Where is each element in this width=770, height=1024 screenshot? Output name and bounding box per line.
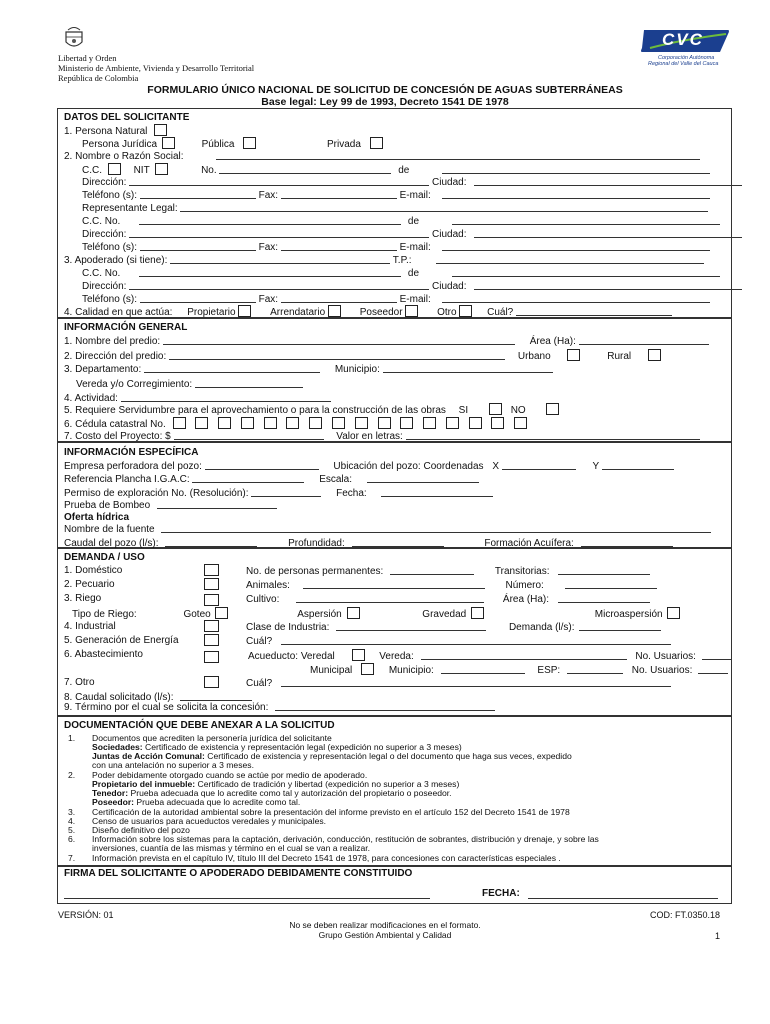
cedula-digit-box[interactable] xyxy=(514,417,527,429)
servidumbre-label: 5. Requiere Servidumbre para el aprovechamiento o para la construcción de las obras xyxy=(64,405,446,416)
bombeo-label: Prueba de Bombeo xyxy=(64,500,151,511)
de-label: de xyxy=(398,165,410,176)
profundidad-field[interactable] xyxy=(352,537,444,547)
plancha-field[interactable] xyxy=(192,473,304,483)
numero-field[interactable] xyxy=(565,579,657,589)
nombre-label: 2. Nombre o Razón Social: xyxy=(64,151,184,162)
doc-item-6b: inversiones, cuantía de las mismas y término en el cual se van a realizar. xyxy=(92,843,370,853)
rep-ciudad-field[interactable] xyxy=(474,228,742,238)
rep-direccion-field[interactable] xyxy=(129,228,429,238)
fax-label: Fax: xyxy=(258,190,279,201)
fuente-field[interactable] xyxy=(161,523,711,533)
doc-item-2c-bold: Poseedor: xyxy=(92,797,135,807)
no-usuarios-2-field[interactable] xyxy=(698,664,728,674)
arrendatario-checkbox[interactable] xyxy=(328,305,341,317)
valor-letras-label: Valor en letras: xyxy=(336,431,403,442)
animales-label: Animales: xyxy=(246,580,290,591)
cedula-digit-box[interactable] xyxy=(286,417,299,429)
email-field[interactable] xyxy=(442,189,710,199)
cvc-subtitle-1: Corporación Autónoma xyxy=(658,55,715,61)
cedula-boxes[interactable] xyxy=(173,419,528,430)
rep-direccion-label: Dirección: xyxy=(82,229,127,240)
costo-field[interactable] xyxy=(174,430,324,440)
gov-line-2: Ministerio de Ambiente, Vivienda y Desarrollo Territorial xyxy=(58,63,255,73)
vereda-label: Vereda: xyxy=(379,651,414,662)
cedula-digit-box[interactable] xyxy=(332,417,345,429)
no-label: No. xyxy=(201,165,217,176)
municipio-field[interactable] xyxy=(383,363,553,373)
industrial-label: 4. Industrial xyxy=(64,621,116,632)
urbano-checkbox[interactable] xyxy=(567,349,580,361)
poseedor-checkbox[interactable] xyxy=(405,305,418,317)
rep-cc-city-field[interactable] xyxy=(452,215,720,225)
acueducto-label: Acueducto: Veredal xyxy=(248,651,335,662)
urbano-label: Urbano xyxy=(517,351,551,362)
termino-field[interactable] xyxy=(275,701,495,711)
cedula-digit-box[interactable] xyxy=(241,417,254,429)
apo-cc-field[interactable] xyxy=(139,267,401,277)
persona-juridica-label: Persona Jurídica xyxy=(82,139,158,150)
id-city-field[interactable] xyxy=(442,164,710,174)
apo-telefono-field[interactable] xyxy=(140,293,256,303)
microaspersion-label: Microaspersión xyxy=(594,609,663,620)
permiso-fecha-field[interactable] xyxy=(381,487,493,497)
predio-field[interactable] xyxy=(163,335,515,345)
apoderado-field[interactable] xyxy=(170,254,390,264)
representante-label: Representante Legal: xyxy=(82,203,178,214)
cual-label: Cuál? xyxy=(487,307,514,318)
tp-field[interactable] xyxy=(436,254,704,264)
municipal-label: Municipal xyxy=(310,665,353,676)
ciudad-label: Ciudad: xyxy=(432,177,467,188)
representante-field[interactable] xyxy=(180,202,708,212)
domestico-checkbox[interactable] xyxy=(204,564,219,576)
microaspersion-checkbox[interactable] xyxy=(667,607,680,619)
vereda-label: Vereda y/o Corregimiento: xyxy=(76,379,193,390)
doc-item-3: Certificación de la autoridad ambiental sobre la presentación del informe previsto en el artículo 152 del Decreto 1541 de 1978 xyxy=(92,807,570,817)
cedula-label: 6. Cédula catastral No. xyxy=(64,419,166,430)
section-heading: DEMANDA / USO xyxy=(64,552,145,563)
riego-label: 3. Riego xyxy=(64,593,102,604)
permiso-label: Permiso de exploración No. (Resolución): xyxy=(64,488,249,499)
doc-number: 2. xyxy=(68,770,76,780)
cvc-subtitle-2: Regional del Valle del Cauca xyxy=(648,61,719,67)
no-checkbox[interactable] xyxy=(546,403,559,415)
apo-fax-label: Fax: xyxy=(258,294,279,305)
ubicacion-label: Ubicación del pozo: Coordenadas xyxy=(333,461,484,472)
area-label: Área (Ha): xyxy=(529,336,576,347)
signature-line[interactable] xyxy=(64,889,430,899)
gravedad-checkbox[interactable] xyxy=(471,607,484,619)
empresa-field[interactable] xyxy=(205,460,319,470)
doc-item-2a-text: Certificado de tradición y libertad (expedición no superior a 3 meses) xyxy=(195,779,460,789)
nit-label: NIT xyxy=(133,165,150,176)
doc-item-1a-text: Certificado de existencia y representación legal (expedición no superior a 3 meses) xyxy=(142,742,462,752)
calidad-label: 4. Calidad en que actúa: xyxy=(64,307,173,318)
escala-field[interactable] xyxy=(367,473,479,483)
section-documentacion xyxy=(57,716,732,866)
municipio-label: Municipio: xyxy=(334,364,380,375)
coord-x-field[interactable] xyxy=(502,460,576,470)
permiso-field[interactable] xyxy=(251,487,321,497)
otro-cual-label: Cuál? xyxy=(246,678,273,689)
nombre-field[interactable] xyxy=(216,150,700,160)
goteo-label: Goteo xyxy=(183,609,211,620)
riego-checkbox[interactable] xyxy=(204,594,219,606)
rep-telefono-field[interactable] xyxy=(140,241,256,251)
cedula-digit-box[interactable] xyxy=(423,417,436,429)
apo-fax-field[interactable] xyxy=(281,293,397,303)
email-label: E-mail: xyxy=(399,190,431,201)
doc-item-1b-text: Certificado de existencia y representación legal o del documento que haga sus veces, expedido xyxy=(204,751,572,761)
clase-industria-field[interactable] xyxy=(336,621,486,631)
section-heading: INFORMACIÓN ESPECÍFICA xyxy=(64,447,199,458)
persona-natural-checkbox[interactable] xyxy=(154,124,167,136)
oferta-label: Oferta hídrica xyxy=(64,512,130,523)
doc-item-2c-text: Prueba adecuada que lo acredite como tal. xyxy=(134,797,301,807)
rep-fax-label: Fax: xyxy=(258,242,279,253)
caudal-pozo-field[interactable] xyxy=(165,537,257,547)
publica-checkbox[interactable] xyxy=(243,137,256,149)
demanda-ls-field[interactable] xyxy=(579,621,661,631)
cual-field[interactable] xyxy=(516,306,672,316)
escala-label: Escala: xyxy=(319,474,352,485)
section-demanda xyxy=(57,548,732,716)
generacion-cual-label: Cuál? xyxy=(246,636,273,647)
apo-ciudad-field[interactable] xyxy=(474,280,742,290)
domestico-label: 1. Doméstico xyxy=(64,565,123,576)
id-number-field[interactable] xyxy=(219,164,391,174)
section-especifica xyxy=(57,442,732,548)
doc-item-1a-bold: Sociedades: xyxy=(92,742,143,752)
cedula-digit-box[interactable] xyxy=(195,417,208,429)
dem-municipio-label: Municipio: xyxy=(388,665,434,676)
doc-item-1: Documentos que acrediten la personería jurídica del solicitante xyxy=(92,733,332,743)
transitorias-label: Transitorias: xyxy=(494,566,550,577)
aspersion-label: Aspersión xyxy=(297,609,342,620)
rep-ciudad-label: Ciudad: xyxy=(432,229,467,240)
apo-cc-label: C.C. No. xyxy=(82,268,121,279)
costo-label: 7. Costo del Proyecto: $ xyxy=(64,431,171,442)
caudal-pozo-label: Caudal del pozo (l/s): xyxy=(64,538,159,549)
otro-uso-checkbox[interactable] xyxy=(204,676,219,688)
apo-email-label: E-mail: xyxy=(399,294,431,305)
cedula-digit-box[interactable] xyxy=(218,417,231,429)
cvc-logo xyxy=(640,26,732,66)
predio-label: 1. Nombre del predio: xyxy=(64,336,161,347)
privada-label: Privada xyxy=(326,139,361,150)
generacion-cual-field[interactable] xyxy=(281,635,671,645)
gravedad-label: Gravedad xyxy=(422,609,467,620)
fax-field[interactable] xyxy=(281,189,397,199)
ciudad-field[interactable] xyxy=(474,176,742,186)
rep-telefono-label: Teléfono (s): xyxy=(82,242,138,253)
form-title: FORMULARIO ÚNICO NACIONAL DE SOLICITUD DE CONCESIÓN DE AGUAS SUBTERRÁNEAS xyxy=(147,84,623,96)
municipal-checkbox[interactable] xyxy=(361,663,374,675)
section-heading: DATOS DEL SOLICITANTE xyxy=(64,112,190,123)
aspersion-checkbox[interactable] xyxy=(347,607,360,619)
section-heading: INFORMACIÓN GENERAL xyxy=(64,322,188,333)
section-heading: FIRMA DEL SOLICITANTE O APODERADO DEBIDAMENTE CONSTITUIDO xyxy=(64,868,413,879)
rep-cc-field[interactable] xyxy=(139,215,401,225)
code-label: COD: FT.0350.18 xyxy=(649,910,720,920)
cedula-digit-box[interactable] xyxy=(264,417,277,429)
doc-number: 5. xyxy=(68,825,76,835)
persona-juridica-checkbox[interactable] xyxy=(162,137,175,149)
direccion-predio-field[interactable] xyxy=(169,350,505,360)
form-subtitle: Base legal: Ley 99 de 1993, Decreto 1541 DE 1978 xyxy=(261,96,509,108)
actividad-field[interactable] xyxy=(121,392,331,402)
riego-area-label: Área (Ha): xyxy=(502,594,550,605)
apo-email-field[interactable] xyxy=(442,293,710,303)
x-label: X xyxy=(492,461,499,472)
clase-industria-label: Clase de Industria: xyxy=(246,622,330,633)
apo-direccion-field[interactable] xyxy=(129,280,429,290)
propietario-label: Propietario xyxy=(187,307,236,318)
apo-direccion-label: Dirección: xyxy=(82,281,127,292)
transitorias-field[interactable] xyxy=(558,565,650,575)
cedula-digit-box[interactable] xyxy=(309,417,322,429)
animales-field[interactable] xyxy=(303,579,485,589)
pecuario-label: 2. Pecuario xyxy=(64,579,115,590)
doc-number: 3. xyxy=(68,807,76,817)
section-solicitante xyxy=(57,108,732,318)
no-usuarios-field[interactable] xyxy=(702,650,732,660)
demanda-ls-label: Demanda (l/s): xyxy=(508,622,575,633)
doc-item-2c xyxy=(92,797,300,807)
firma-fecha-label: FECHA: xyxy=(482,888,520,899)
footer-note-1: No se deben realizar modificaciones en el formato. xyxy=(289,920,481,930)
si-checkbox[interactable] xyxy=(489,403,502,415)
publica-label: Pública xyxy=(201,139,235,150)
abastecimiento-checkbox[interactable] xyxy=(204,651,219,663)
poseedor-label: Poseedor xyxy=(359,307,403,318)
doc-item-1c: con una antelación no superior a 3 meses. xyxy=(92,760,254,770)
persona-natural-label: 1. Persona Natural xyxy=(64,126,148,137)
personas-label: No. de personas permanentes: xyxy=(246,566,384,577)
cedula-digit-box[interactable] xyxy=(446,417,459,429)
firma-fecha-field[interactable] xyxy=(528,889,718,899)
y-label: Y xyxy=(592,461,600,472)
cc-checkbox[interactable] xyxy=(108,163,121,175)
rural-label: Rural xyxy=(607,351,632,362)
apo-ciudad-label: Ciudad: xyxy=(432,281,467,292)
rep-email-label: E-mail: xyxy=(399,242,431,253)
no-usuarios-2-label: No. Usuarios: xyxy=(631,665,693,676)
doc-item-6: Información sobre los sistemas para la captación, derivación, conducción, restitución de sobrantes, distribución y drenaje, y sobre las xyxy=(92,834,599,844)
esp-field[interactable] xyxy=(567,664,623,674)
doc-number: 6. xyxy=(68,834,76,844)
cedula-digit-box[interactable] xyxy=(173,417,186,429)
doc-number: 1. xyxy=(68,733,76,743)
doc-item-1b-bold: Juntas de Acción Comunal: xyxy=(92,751,205,761)
cultivo-label: Cultivo: xyxy=(246,594,280,605)
plancha-label: Referencia Plancha I.G.A.C: xyxy=(64,474,190,485)
goteo-checkbox[interactable] xyxy=(215,607,228,619)
propietario-checkbox[interactable] xyxy=(238,305,251,317)
nit-checkbox[interactable] xyxy=(155,163,168,175)
arrendatario-label: Arrendatario xyxy=(270,307,326,318)
doc-item-2a-bold: Propietario del inmueble: xyxy=(92,779,196,789)
version-label: VERSIÓN: 01 xyxy=(58,910,114,920)
tipo-riego-label: Tipo de Riego: xyxy=(72,609,137,620)
apo-de-label: de xyxy=(407,268,420,279)
doc-item-2b-text: Prueba adecuada que lo acredite como tal y autorización del propietario o poseedor. xyxy=(128,788,452,798)
fecha-label: Fecha: xyxy=(336,488,367,499)
gov-line-1: Libertad y Orden xyxy=(58,53,117,63)
area-field[interactable] xyxy=(579,335,709,345)
doc-number: 4. xyxy=(68,816,76,826)
cedula-digit-box[interactable] xyxy=(355,417,368,429)
cultivo-field[interactable] xyxy=(296,593,484,603)
page-number: 1 xyxy=(714,931,720,941)
dem-municipio-field[interactable] xyxy=(441,664,525,674)
rep-fax-field[interactable] xyxy=(281,241,397,251)
generacion-checkbox[interactable] xyxy=(204,634,219,646)
vereda-field[interactable] xyxy=(195,378,303,388)
apo-cc-city-field[interactable] xyxy=(452,267,720,277)
cc-label: C.C. xyxy=(82,165,102,176)
direccion-predio-label: 2. Dirección del predio: xyxy=(64,351,167,362)
numero-label: Número: xyxy=(505,580,544,591)
riego-area-field[interactable] xyxy=(558,593,650,603)
otro-cual-field[interactable] xyxy=(281,677,671,687)
telefono-field[interactable] xyxy=(140,189,256,199)
esp-label: ESP: xyxy=(537,665,561,676)
doc-item-2: Poder debidamente otorgado cuando se actúe por medio de apoderado. xyxy=(92,770,368,780)
generacion-label: 5. Generación de Energía xyxy=(64,635,179,646)
section-general xyxy=(57,318,732,442)
footer-note-2: Grupo Gestión Ambiental y Calidad xyxy=(318,930,452,940)
termino-label: 9. Término por el cual se solicita la concesión: xyxy=(64,702,269,713)
cedula-digit-box[interactable] xyxy=(400,417,413,429)
otro-label: Otro xyxy=(437,307,457,318)
otro-checkbox[interactable] xyxy=(459,305,472,317)
profundidad-label: Profundidad: xyxy=(288,538,345,549)
personas-field[interactable] xyxy=(390,565,474,575)
bombeo-field[interactable] xyxy=(157,499,277,509)
section-heading: DOCUMENTACIÓN QUE DEBE ANEXAR A LA SOLICITUD xyxy=(64,720,335,731)
veredal-checkbox[interactable] xyxy=(352,649,365,661)
doc-item-4: Censo de usuarios para acueductos veredales y municipales. xyxy=(92,816,327,826)
apo-telefono-label: Teléfono (s): xyxy=(82,294,138,305)
formacion-field[interactable] xyxy=(581,537,673,547)
departamento-field[interactable] xyxy=(144,363,320,373)
coord-y-field[interactable] xyxy=(602,460,674,470)
telefono-label: Teléfono (s): xyxy=(82,190,138,201)
vereda-field[interactable] xyxy=(421,650,627,660)
colombia-coat-of-arms xyxy=(62,26,86,52)
fuente-label: Nombre de la fuente xyxy=(64,524,155,535)
doc-item-5: Diseño definitivo del pozo xyxy=(92,825,190,835)
pecuario-checkbox[interactable] xyxy=(204,578,219,590)
section-firma xyxy=(57,866,732,904)
cedula-digit-box[interactable] xyxy=(491,417,504,429)
tp-label: T.P.: xyxy=(392,255,412,266)
direccion-label: Dirección: xyxy=(82,177,127,188)
direccion-field[interactable] xyxy=(129,176,429,186)
rep-cc-label: C.C. No. xyxy=(82,216,121,227)
cedula-digit-box[interactable] xyxy=(469,417,482,429)
rural-checkbox[interactable] xyxy=(648,349,661,361)
industrial-checkbox[interactable] xyxy=(204,620,219,632)
no-label: NO xyxy=(510,405,526,416)
caudal-label: 8. Caudal solicitado (l/s): xyxy=(64,692,174,703)
gov-line-3: República de Colombia xyxy=(58,73,139,83)
formacion-label: Formación Acuífera: xyxy=(484,538,574,549)
privada-checkbox[interactable] xyxy=(370,137,383,149)
doc-item-7: Información prevista en el capítulo IV, título III del Decreto 1541 de 1978, para concesiones con características especiales . xyxy=(92,853,561,863)
abastecimiento-label: 6. Abastecimiento xyxy=(64,649,143,660)
si-label: SI xyxy=(458,405,469,416)
empresa-label: Empresa perforadora del pozo: xyxy=(64,461,202,472)
otro-uso-label: 7. Otro xyxy=(64,677,95,688)
no-usuarios-label: No. Usuarios: xyxy=(635,651,696,662)
actividad-label: 4. Actividad: xyxy=(64,393,118,404)
departamento-label: 3. Departamento: xyxy=(64,364,142,375)
cvc-logo-text: CVC xyxy=(662,30,704,49)
doc-number: 7. xyxy=(68,853,76,863)
apoderado-label: 3. Apoderado (si tiene): xyxy=(64,255,168,266)
valor-letras-field[interactable] xyxy=(406,430,700,440)
rep-de-label: de xyxy=(407,216,420,227)
rep-email-field[interactable] xyxy=(442,241,710,251)
cedula-digit-box[interactable] xyxy=(378,417,391,429)
caudal-field[interactable] xyxy=(180,691,252,701)
doc-item-2b-bold: Tenedor: xyxy=(92,788,129,798)
